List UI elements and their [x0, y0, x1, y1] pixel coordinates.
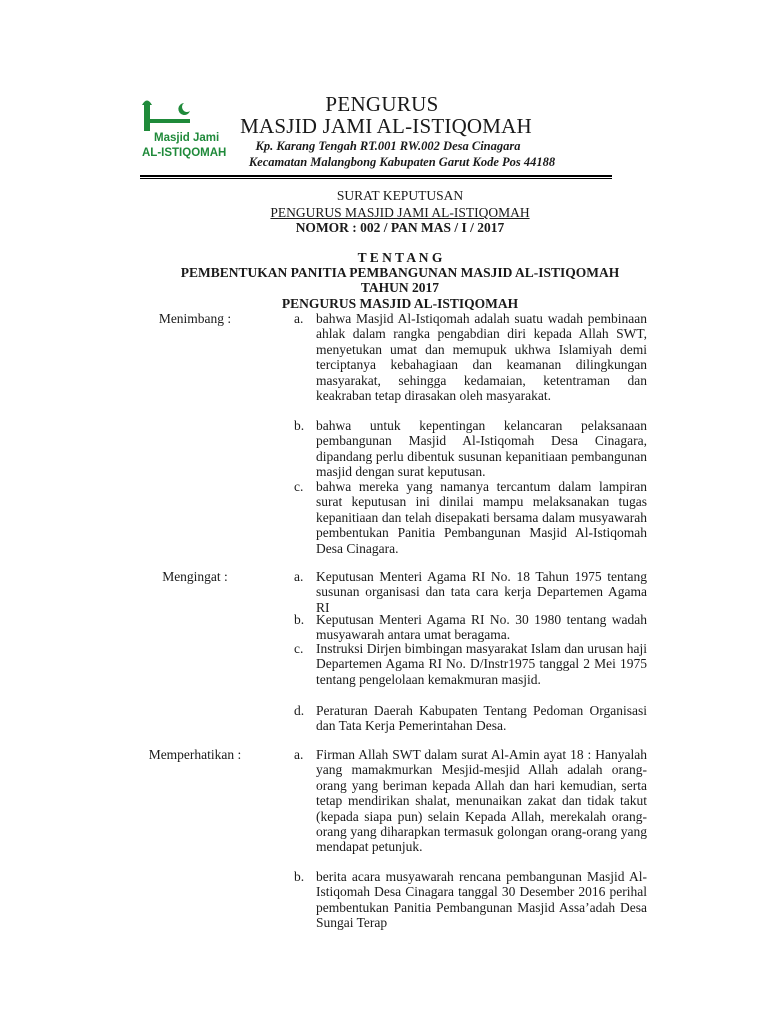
item-marker: b.	[294, 418, 305, 433]
section-label-memperhatikan: Memperhatikan :	[148, 747, 242, 762]
item-text: bahwa untuk kepentingan kelancaran pelaksanaan pembangunan Masjid Al-Istiqomah Desa Cinagara, dipandang perlu dibentuk susunan kepanitiaan pembangunan masjid dengan surat keputusan.	[316, 418, 647, 480]
item-text: Keputusan Menteri Agama RI No. 18 Tahun 1975 tentang susunan organisasi dan tata cara kerja Departemen Agama RI	[316, 569, 647, 615]
decree-authority: PENGURUS MASJID AL-ISTIQOMAH	[281, 296, 519, 311]
logo-text-1: Masjid Jami	[154, 132, 220, 144]
header-rule-thick	[140, 175, 612, 177]
header-address-2: Kecamatan Malangbong Kabupaten Garut Kode Pos 44188	[248, 155, 556, 169]
section-label-menimbang: Menimbang :	[158, 311, 232, 326]
item-text: Instruksi Dirjen bimbingan masyarakat Islam dan urusan haji Departemen Agama RI No. D/Instr1975 tanggal 2 Mei 1975 tentang pengelolaan kemakmuran masjid.	[316, 641, 647, 687]
item-text: Peraturan Daerah Kabupaten Tentang Pedoman Organisasi dan Tata Kerja Pemerintahan Desa.	[316, 703, 647, 734]
item-marker: c.	[294, 479, 304, 494]
item-text: bahwa mereka yang namanya tercantum dalam lampiran surat keputusan ini dinilai mampu melaksanakan tugas kepanitiaan dan telah disepakati bersama dalam musyawarah pembentukan Panitia Pembangunan Masjid Al-Istiqomah Desa Cinagara.	[316, 479, 647, 556]
decree-number: NOMOR : 002 / PAN MAS / I / 2017	[295, 220, 505, 235]
item-marker: a.	[294, 569, 304, 584]
header-organization: MASJID JAMI AL-ISTIQOMAH	[240, 114, 532, 138]
item-marker: b.	[294, 612, 305, 627]
item-marker: d.	[294, 703, 305, 718]
item-marker: a.	[294, 747, 304, 762]
item-marker: a.	[294, 311, 304, 326]
decree-subject: PEMBENTUKAN PANITIA PEMBANGUNAN MASJID AL-ISTIQOMAH	[180, 265, 620, 280]
item-text: berita acara musyawarah rencana pembangunan Masjid Al-Istiqomah Desa Cinagara tanggal 30 Desember 2016 perihal pembentukan Panitia Pembangunan Masjid Assa’adah Desa Sungai Terap	[316, 869, 647, 931]
item-marker: b.	[294, 869, 305, 884]
item-text: Keputusan Menteri Agama RI No. 30 1980 tentang wadah musyawarah antara umat beragama.	[316, 612, 647, 643]
section-label-mengingat: Mengingat :	[162, 569, 228, 584]
item-text: bahwa Masjid Al-Istiqomah adalah suatu wadah pembinaan ahlak dalam rangka pengabdian diri kepada Allah SWT, menyetukan umat dan memupuk ukhwa Islamiyah demi terciptanya kebahagiaan dan keamanan dilingkungan masyarakat, sehingga kedamaian, ketentraman dan keakraban tetap dirasakan oleh masyarakat.	[316, 311, 647, 404]
header-rule-thin	[140, 178, 612, 179]
item-marker: c.	[294, 641, 304, 656]
decree-year: TAHUN 2017	[360, 280, 440, 295]
header-address-1: Kp. Karang Tengah RT.001 RW.002 Desa Cinagara	[255, 139, 521, 153]
decree-title: SURAT KEPUTUSAN	[336, 188, 464, 203]
item-text: Firman Allah SWT dalam surat Al-Amin ayat 18 : Hanyalah yang mamakmurkan Mesjid-mesjid Allah adalah orang-orang yang beriman kepada Allah dan hari kemudian, serta tetap mendirikan shalat, menunaikan zakat dan tidak takut (kepada siapa pun) selain Kepada Allah, merekalah orang-orang yang diharapkan termasuk golongan orang-orang yang mendapat petunjuk.	[316, 747, 647, 855]
decree-issuer: PENGURUS MASJID JAMI AL-ISTIQOMAH	[270, 205, 530, 220]
header-title: PENGURUS	[325, 92, 439, 116]
logo-text-2: AL-ISTIQOMAH	[142, 147, 227, 159]
decree-tentang: T E N T A N G	[357, 250, 443, 265]
